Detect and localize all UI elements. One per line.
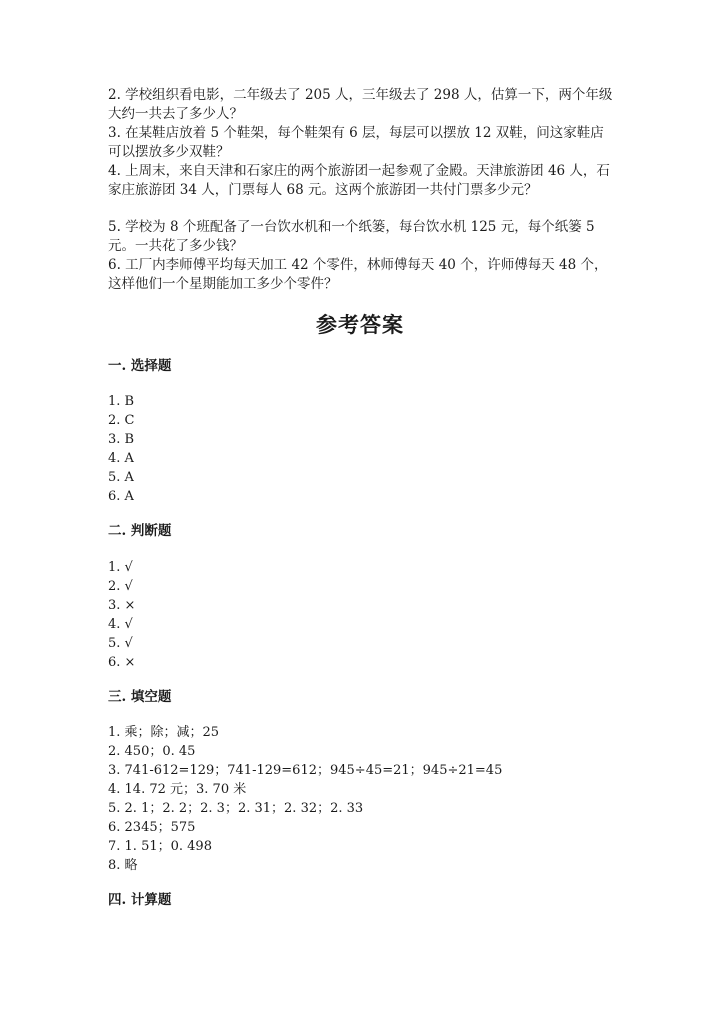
- word-problems: [108, 86, 613, 294]
- list-item: 4. √: [108, 617, 133, 632]
- judge-answers: [108, 558, 628, 672]
- list-item: 5. √: [108, 636, 133, 651]
- list-item: 2. C: [108, 413, 135, 428]
- list-item: 2. √: [108, 579, 133, 594]
- list-item: 1. √: [108, 560, 133, 575]
- list-item: 2. 450；0. 45: [108, 744, 196, 759]
- problem-3: 3. 在某鞋店放着 5 个鞋架，每个鞋架有 6 层，每层可以摆放 12 双鞋，问这家鞋店可以摆放多少双鞋？: [108, 125, 604, 160]
- problem-5: 5. 学校为 8 个班配备了一台饮水机和一个纸篓，每台饮水机 125 元，每个纸篓 5 元。一共花了多少钱？: [108, 219, 595, 254]
- list-item: 8. 略: [108, 858, 138, 873]
- list-item: 1. 乘；除；减；25: [108, 725, 220, 740]
- list-item: 3. 741-612=129；741-129=612；945÷45=21；945÷21=45: [108, 763, 503, 778]
- list-item: 4. A: [108, 451, 134, 466]
- section-heading-choice: 一. 选择题: [108, 358, 172, 374]
- problem-4: 4. 上周末，来自天津和石家庄的两个旅游团一起参观了金殿。天津旅游团 46 人，石家庄旅游团 34 人，门票每人 68 元。这两个旅游团一共付门票多少元？: [108, 163, 610, 198]
- list-item: 5. A: [108, 470, 134, 485]
- section-heading-calc: 四. 计算题: [108, 892, 172, 908]
- list-item: 3. B: [108, 432, 135, 447]
- list-item: 1. B: [108, 394, 135, 409]
- fill-answers: [108, 723, 628, 875]
- problem-2: 2. 学校组织看电影，二年级去了 205 人，三年级去了 298 人，估算一下，两个年级大约一共去了多少人？: [108, 87, 613, 122]
- list-item: 7. 1. 51；0. 498: [108, 839, 212, 854]
- answers-title: 参考答案: [316, 312, 404, 337]
- section-heading-judge: 二. 判断题: [108, 523, 172, 539]
- list-item: 5. 2. 1；2. 2；2. 3；2. 31；2. 32；2. 33: [108, 801, 364, 816]
- list-item: 4. 14. 72 元；3. 70 米: [108, 782, 247, 797]
- list-item: 6. ×: [108, 655, 136, 670]
- section-heading-fill: 三. 填空题: [108, 689, 172, 705]
- choice-answers: [108, 392, 628, 506]
- list-item: 6. 2345；575: [108, 820, 196, 835]
- problem-6: 6. 工厂内李师傅平均每天加工 42 个零件，林师傅每天 40 个，许师傅每天 48 个，这样他们一个星期能加工多少个零件？: [108, 257, 608, 292]
- list-item: 6. A: [108, 489, 134, 504]
- list-item: 3. ×: [108, 598, 136, 613]
